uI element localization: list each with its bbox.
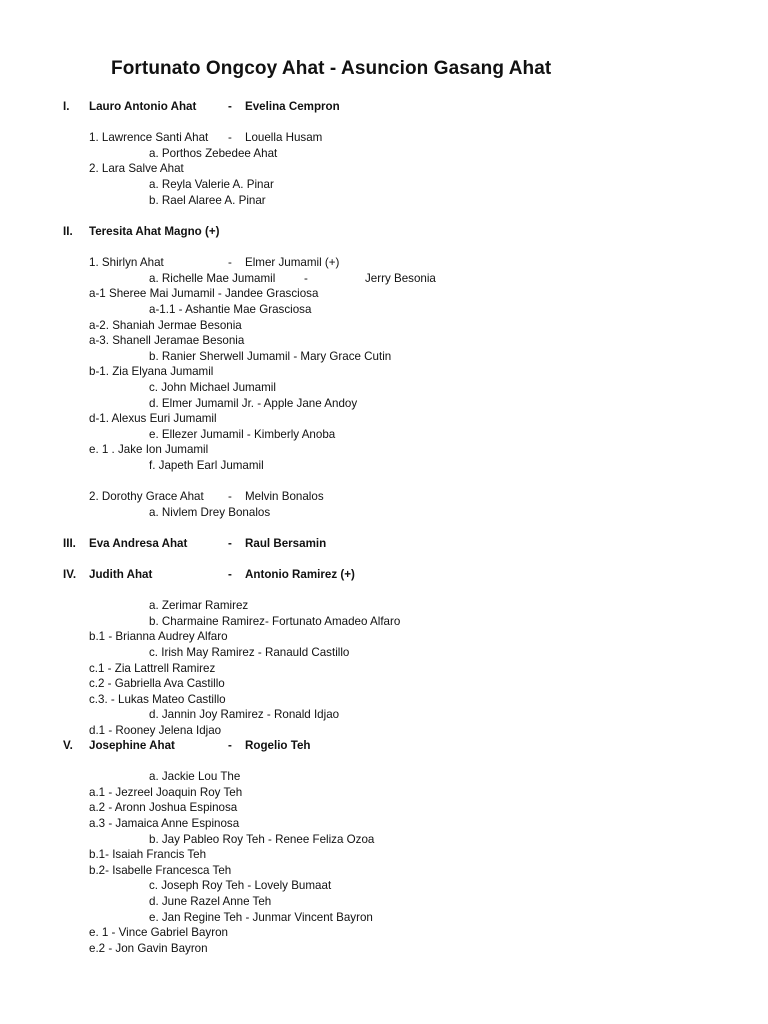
section-numeral: III. bbox=[63, 537, 76, 550]
list-item bbox=[0, 723, 768, 739]
entry-name: e. 1 . Jake Ion Jumamil bbox=[89, 443, 209, 457]
separator-dash: - bbox=[228, 568, 232, 581]
entry-name: 2. Dorothy Grace Ahat bbox=[89, 490, 204, 504]
entry-name: b. Charmaine Ramirez- Fortunato Amadeo Alfaro bbox=[149, 614, 401, 628]
entry-name: b. Jay Pableo Roy Teh - Renee Feliza Ozoa bbox=[149, 832, 375, 846]
section-header bbox=[0, 224, 768, 240]
entry-name: c. Irish May Ramirez - Ranauld Castillo bbox=[149, 646, 350, 659]
list-item bbox=[0, 161, 768, 177]
entry-name: c. Joseph Roy Teh - Lovely Bumaat bbox=[149, 879, 332, 893]
section-header bbox=[0, 567, 768, 583]
separator-dash: - bbox=[228, 739, 232, 752]
list-item bbox=[0, 832, 768, 848]
entry-name: c.1 - Zia Lattrell Ramirez bbox=[89, 661, 216, 675]
list-item bbox=[0, 505, 768, 521]
entry-name: a.1 - Jezreel Joaquin Roy Teh bbox=[89, 785, 243, 799]
separator-dash: - bbox=[228, 256, 232, 270]
separator-dash: - bbox=[228, 131, 232, 145]
section-spouse: Antonio Ramirez (+) bbox=[245, 568, 355, 581]
list-item bbox=[0, 458, 768, 474]
list-item bbox=[0, 130, 768, 146]
entry-name: d. June Razel Anne Teh bbox=[149, 895, 272, 908]
section-name: Judith Ahat bbox=[89, 568, 153, 581]
list-item bbox=[0, 707, 768, 723]
entry-name: b.2- Isabelle Francesca Teh bbox=[89, 863, 232, 877]
list-item bbox=[0, 894, 768, 910]
entry-name: d.1 - Rooney Jelena Idjao bbox=[89, 724, 222, 737]
entry-name: 2. Lara Salve Ahat bbox=[89, 162, 184, 176]
entry-name: a. Jackie Lou The bbox=[149, 770, 241, 784]
entry-name: d. Elmer Jumamil Jr. - Apple Jane Andoy bbox=[149, 396, 358, 410]
section-numeral: IV. bbox=[63, 568, 77, 581]
entry-name: c. John Michael Jumamil bbox=[149, 381, 276, 394]
page-title: Fortunato Ongcoy Ahat - Asuncion Gasang Ahat bbox=[111, 58, 552, 79]
list-item bbox=[0, 785, 768, 801]
list-item bbox=[0, 941, 768, 957]
section-spouse: Raul Bersamin bbox=[245, 537, 327, 550]
list-item bbox=[0, 286, 768, 302]
entry-name: b-1. Zia Elyana Jumamil bbox=[89, 365, 214, 379]
blank-line bbox=[0, 474, 768, 490]
list-item bbox=[0, 878, 768, 894]
list-item bbox=[0, 349, 768, 365]
entry-name: b.1 - Brianna Audrey Alfaro bbox=[89, 630, 228, 644]
entry-name: c.3. - Lukas Mateo Castillo bbox=[89, 692, 226, 706]
list-item bbox=[0, 598, 768, 614]
list-item bbox=[0, 302, 768, 318]
entry-name: 1. Shirlyn Ahat bbox=[89, 256, 164, 270]
entry-name: a.2 - Aronn Joshua Espinosa bbox=[89, 801, 238, 815]
entry-name: a. Zerimar Ramirez bbox=[149, 599, 249, 613]
entry-name: a-2. Shaniah Jermae Besonia bbox=[89, 318, 242, 332]
list-item bbox=[0, 645, 768, 661]
entry-name: e.2 - Jon Gavin Bayron bbox=[89, 941, 208, 955]
entry-spouse: Melvin Bonalos bbox=[245, 490, 324, 504]
list-item bbox=[0, 411, 768, 427]
section-numeral: II. bbox=[63, 225, 73, 238]
section-numeral: I. bbox=[63, 100, 70, 113]
separator-dash: - bbox=[228, 490, 232, 504]
entry-name: f. Japeth Earl Jumamil bbox=[149, 459, 264, 472]
entry-name: a.3 - Jamaica Anne Espinosa bbox=[89, 817, 240, 830]
list-item bbox=[0, 255, 768, 271]
entry-name: a. Nivlem Drey Bonalos bbox=[149, 505, 271, 519]
separator-dash: - bbox=[304, 271, 308, 285]
separator-dash: - bbox=[228, 537, 232, 550]
list-item bbox=[0, 489, 768, 505]
list-item bbox=[0, 629, 768, 645]
section-spouse: Rogelio Teh bbox=[245, 739, 311, 752]
entry-name: e. 1 - Vince Gabriel Bayron bbox=[89, 926, 228, 940]
section-name: Teresita Ahat Magno (+) bbox=[89, 225, 220, 238]
list-item bbox=[0, 847, 768, 863]
entry-name: 1. Lawrence Santi Ahat bbox=[89, 131, 209, 145]
entry-spouse: Jerry Besonia bbox=[365, 271, 436, 285]
list-item bbox=[0, 816, 768, 832]
section-spouse: Evelina Cempron bbox=[245, 100, 340, 113]
section-name: Lauro Antonio Ahat bbox=[89, 100, 197, 113]
list-item bbox=[0, 193, 768, 209]
section-header bbox=[0, 738, 768, 754]
entry-name: a-1.1 - Ashantie Mae Grasciosa bbox=[149, 303, 312, 316]
list-item bbox=[0, 364, 768, 380]
list-item bbox=[0, 146, 768, 162]
entry-name: a. Richelle Mae Jumamil bbox=[149, 271, 276, 285]
list-item bbox=[0, 661, 768, 677]
entry-name: d-1. Alexus Euri Jumamil bbox=[89, 412, 217, 426]
list-item bbox=[0, 396, 768, 412]
entry-spouse: Elmer Jumamil (+) bbox=[245, 256, 340, 270]
list-item bbox=[0, 333, 768, 349]
entry-name: c.2 - Gabriella Ava Castillo bbox=[89, 677, 225, 691]
entry-name: d. Jannin Joy Ramirez - Ronald Idjao bbox=[149, 708, 340, 722]
list-item bbox=[0, 318, 768, 334]
entry-spouse: Louella Husam bbox=[245, 131, 323, 145]
list-item bbox=[0, 800, 768, 816]
list-item bbox=[0, 769, 768, 785]
list-item bbox=[0, 380, 768, 396]
list-item bbox=[0, 271, 768, 287]
section-header bbox=[0, 536, 768, 552]
section-name: Josephine Ahat bbox=[89, 739, 175, 752]
entry-name: e. Ellezer Jumamil - Kimberly Anoba bbox=[149, 427, 336, 441]
entry-name: a-3. Shanell Jeramae Besonia bbox=[89, 334, 245, 348]
section-name: Eva Andresa Ahat bbox=[89, 537, 188, 550]
entry-name: a-1 Sheree Mai Jumamil - Jandee Grasciosa bbox=[89, 287, 319, 301]
list-item bbox=[0, 614, 768, 630]
separator-dash: - bbox=[228, 100, 232, 113]
entry-name: a. Reyla Valerie A. Pinar bbox=[149, 178, 274, 191]
list-item bbox=[0, 692, 768, 708]
list-item bbox=[0, 863, 768, 879]
list-item bbox=[0, 442, 768, 458]
section-header bbox=[0, 99, 768, 115]
entry-name: b. Rael Alaree A. Pinar bbox=[149, 193, 266, 207]
section-numeral: V. bbox=[63, 739, 73, 752]
entry-name: b.1- Isaiah Francis Teh bbox=[89, 848, 207, 862]
entry-name: b. Ranier Sherwell Jumamil - Mary Grace Cutin bbox=[149, 349, 392, 363]
list-item bbox=[0, 676, 768, 692]
list-item bbox=[0, 925, 768, 941]
list-item bbox=[0, 177, 768, 193]
list-item bbox=[0, 910, 768, 926]
list-item bbox=[0, 427, 768, 443]
entry-name: e. Jan Regine Teh - Junmar Vincent Bayron bbox=[149, 910, 373, 924]
entry-name: a. Porthos Zebedee Ahat bbox=[149, 146, 278, 160]
